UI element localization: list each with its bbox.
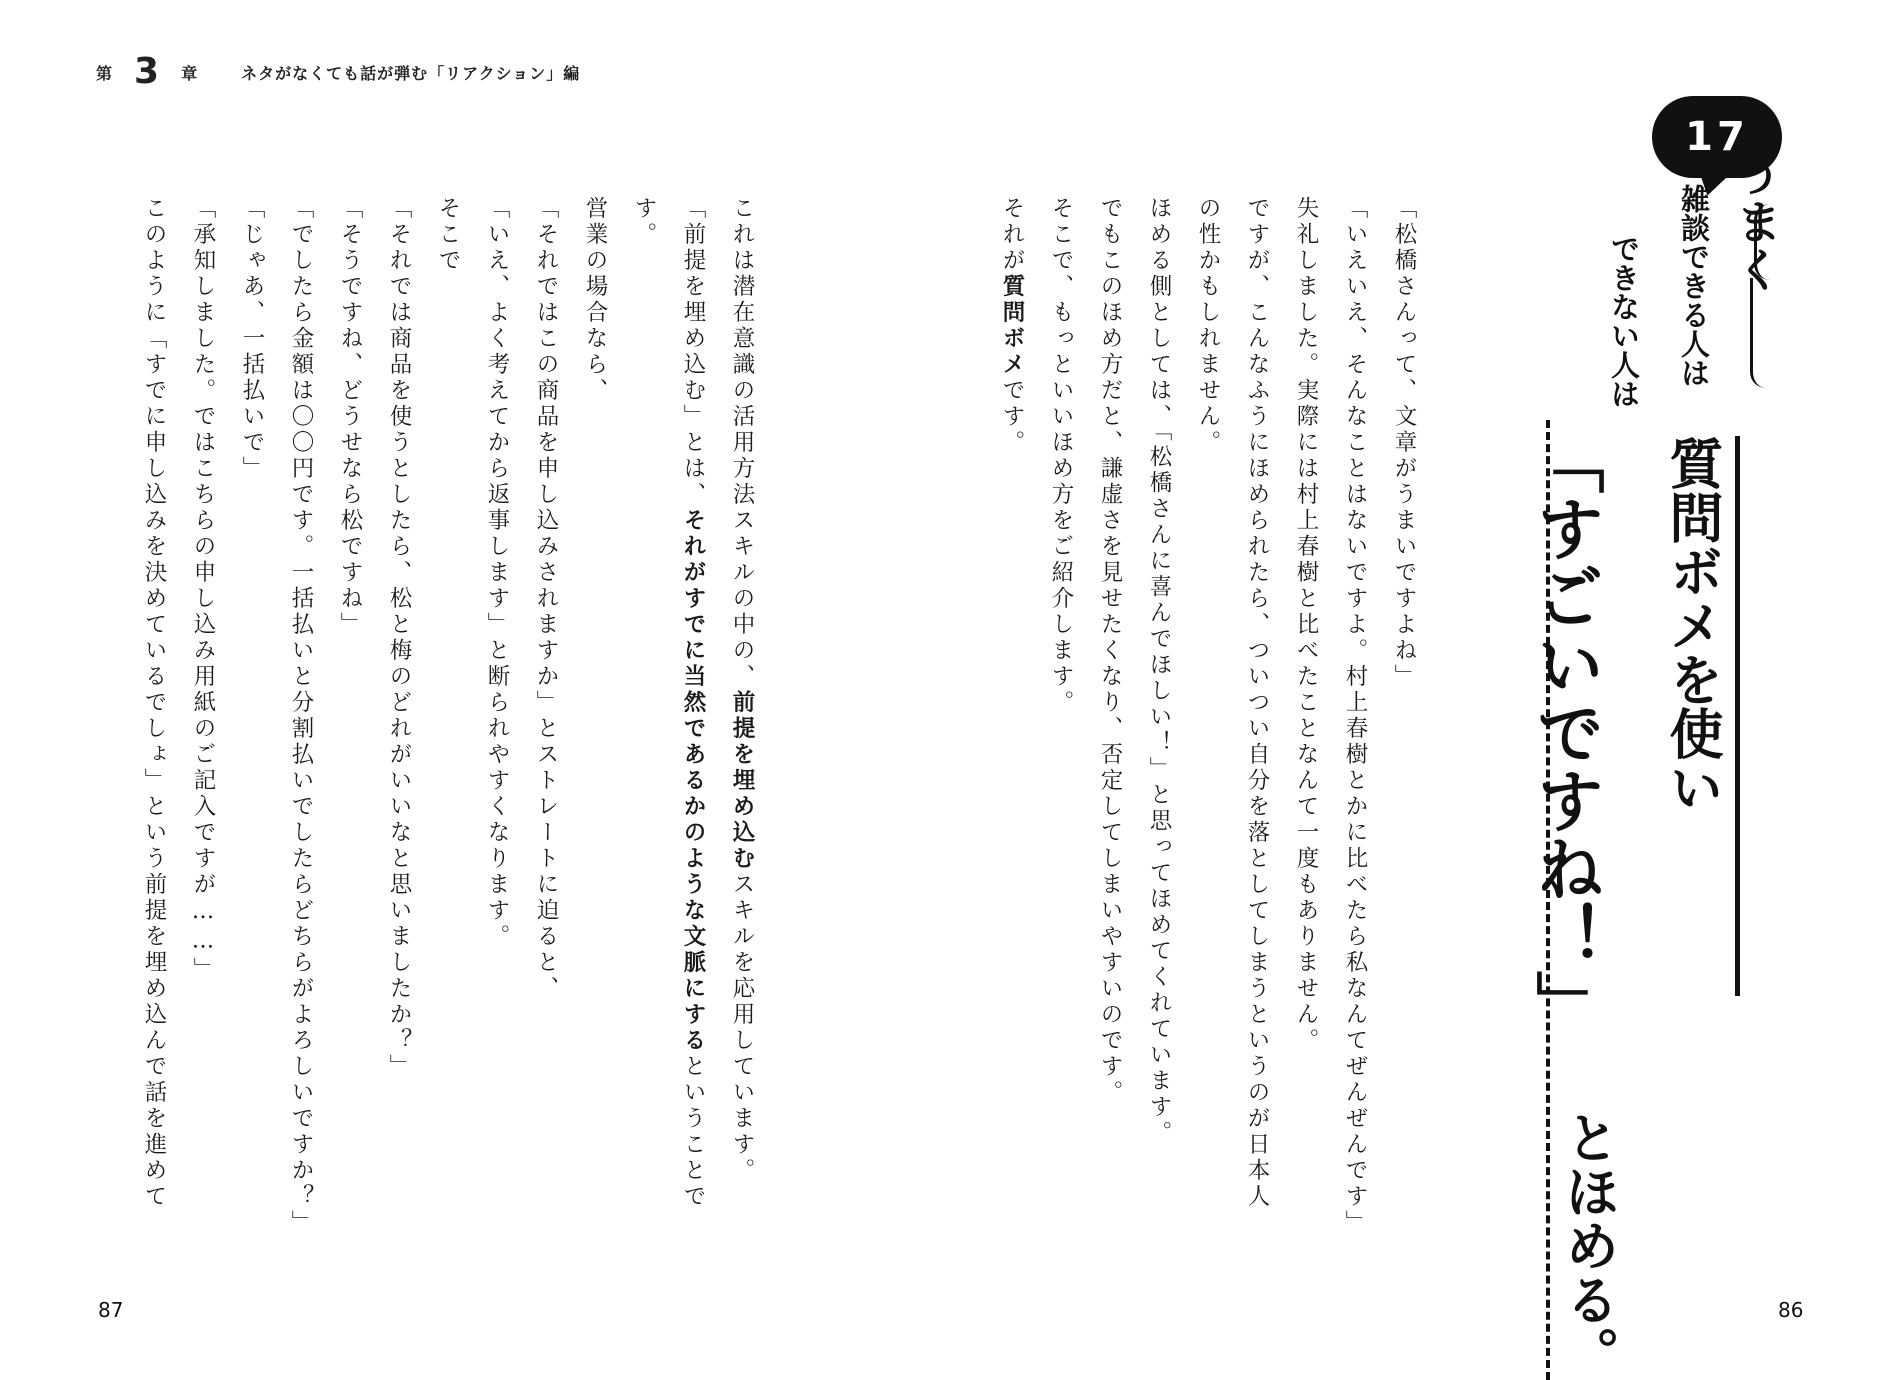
text-run: スキルを応用しています。 xyxy=(729,872,755,1184)
body-line: 「いえ、よく考えてから返事します」と断られやすくなります。 xyxy=(484,196,510,950)
running-header xyxy=(96,52,580,92)
body-line xyxy=(717,196,766,1246)
chapter-title: ネタがなくても話が弾む「リアクション」編 xyxy=(241,63,581,83)
text-run: ということで xyxy=(680,1054,706,1210)
chapter-suffix: 章 xyxy=(181,63,198,83)
body-line: 「それでは商品を使うとしたら、松と梅のどれがいいなと思いましたか？」 xyxy=(386,196,412,1080)
body-line: 営業の場合なら、 xyxy=(582,196,608,404)
title-line-dekinai: できない人は xyxy=(1607,234,1641,408)
body-line: 「いえいえ、そんなことはないですよ。村上春樹とかに比べたら私なんてぜんぜんです」 xyxy=(1342,196,1368,1236)
bold-term: それがすでに当然であるかのような文脈にする xyxy=(680,508,706,1054)
text-run: 「前提を埋め込む」とは、 xyxy=(680,196,706,508)
title-line-sugoi: 「すごいですね！」 xyxy=(1525,426,1604,1038)
body-line: でもこのほめ方だと、謙虚さを見せたくなり、否定してしまいやすいのです。 xyxy=(1097,196,1123,1106)
text-run: それが xyxy=(999,196,1025,274)
page-number-left: 87 xyxy=(98,1298,124,1322)
body-line: そこで xyxy=(435,196,461,274)
title-line-zatsudan: 雑談できる人は xyxy=(1677,184,1711,387)
section-number: 17 xyxy=(1685,114,1749,160)
chapter-number: 3 xyxy=(134,51,160,92)
page-number-right: 86 xyxy=(1778,1298,1804,1322)
title-brace-lower xyxy=(1750,278,1773,388)
body-line: ほめる側としては、「松橋さんに喜んでほしい！」と思ってほめてくれています。 xyxy=(1146,196,1172,1147)
right-page-body xyxy=(999,196,1428,1246)
title-line-homeru: とほめる。 xyxy=(1557,1110,1620,1380)
title-line-shitsumon: 質問ボメを使い xyxy=(1654,436,1740,996)
body-line: 「松橋さんって、文章がうまいですよね」 xyxy=(1391,196,1417,690)
body-line: 「そうですね、どうせなら松ですね」 xyxy=(337,196,363,638)
body-line: ですが、こんなふうにほめられたら、ついつい自分を落としてしまうというのが日本人 xyxy=(1244,196,1270,1210)
body-line: 「承知しました。ではこちらの申し込み用紙のご記入ですが……」 xyxy=(190,196,216,983)
bold-term: 前提を埋め込む xyxy=(729,690,755,872)
bold-term: 質問ボメ xyxy=(999,274,1025,378)
text-run: これは潜在意識の活用方法スキルの中の、 xyxy=(729,196,755,690)
text-run: です。 xyxy=(999,378,1025,456)
left-page-body xyxy=(126,196,766,1246)
body-line: 「それではこの商品を申し込みされますか」とストレートに迫ると、 xyxy=(533,196,559,1002)
body-line: このように「すでに申し込みを決めているでしょ」という前提を埋め込んで話を進めて xyxy=(141,196,167,1210)
body-line xyxy=(668,196,717,1246)
body-line: そこで、もっといいほめ方をご紹介します。 xyxy=(1048,196,1074,716)
body-line: 失礼しました。実際には村上春樹と比べたことなんて一度もありません。 xyxy=(1293,196,1319,1054)
body-line: 「でしたら金額は〇〇円です。一括払いと分割払いでしたらどちらがよろしいですか？」 xyxy=(288,196,314,1236)
title-line-umaku: うまく xyxy=(1729,150,1783,294)
body-line: 「じゃあ、一括払いで」 xyxy=(239,196,265,482)
body-line: す。 xyxy=(631,196,657,248)
chapter-prefix: 第 xyxy=(96,63,113,83)
body-line-last xyxy=(987,196,1036,1246)
body-line: の性かもしれません。 xyxy=(1195,196,1221,456)
